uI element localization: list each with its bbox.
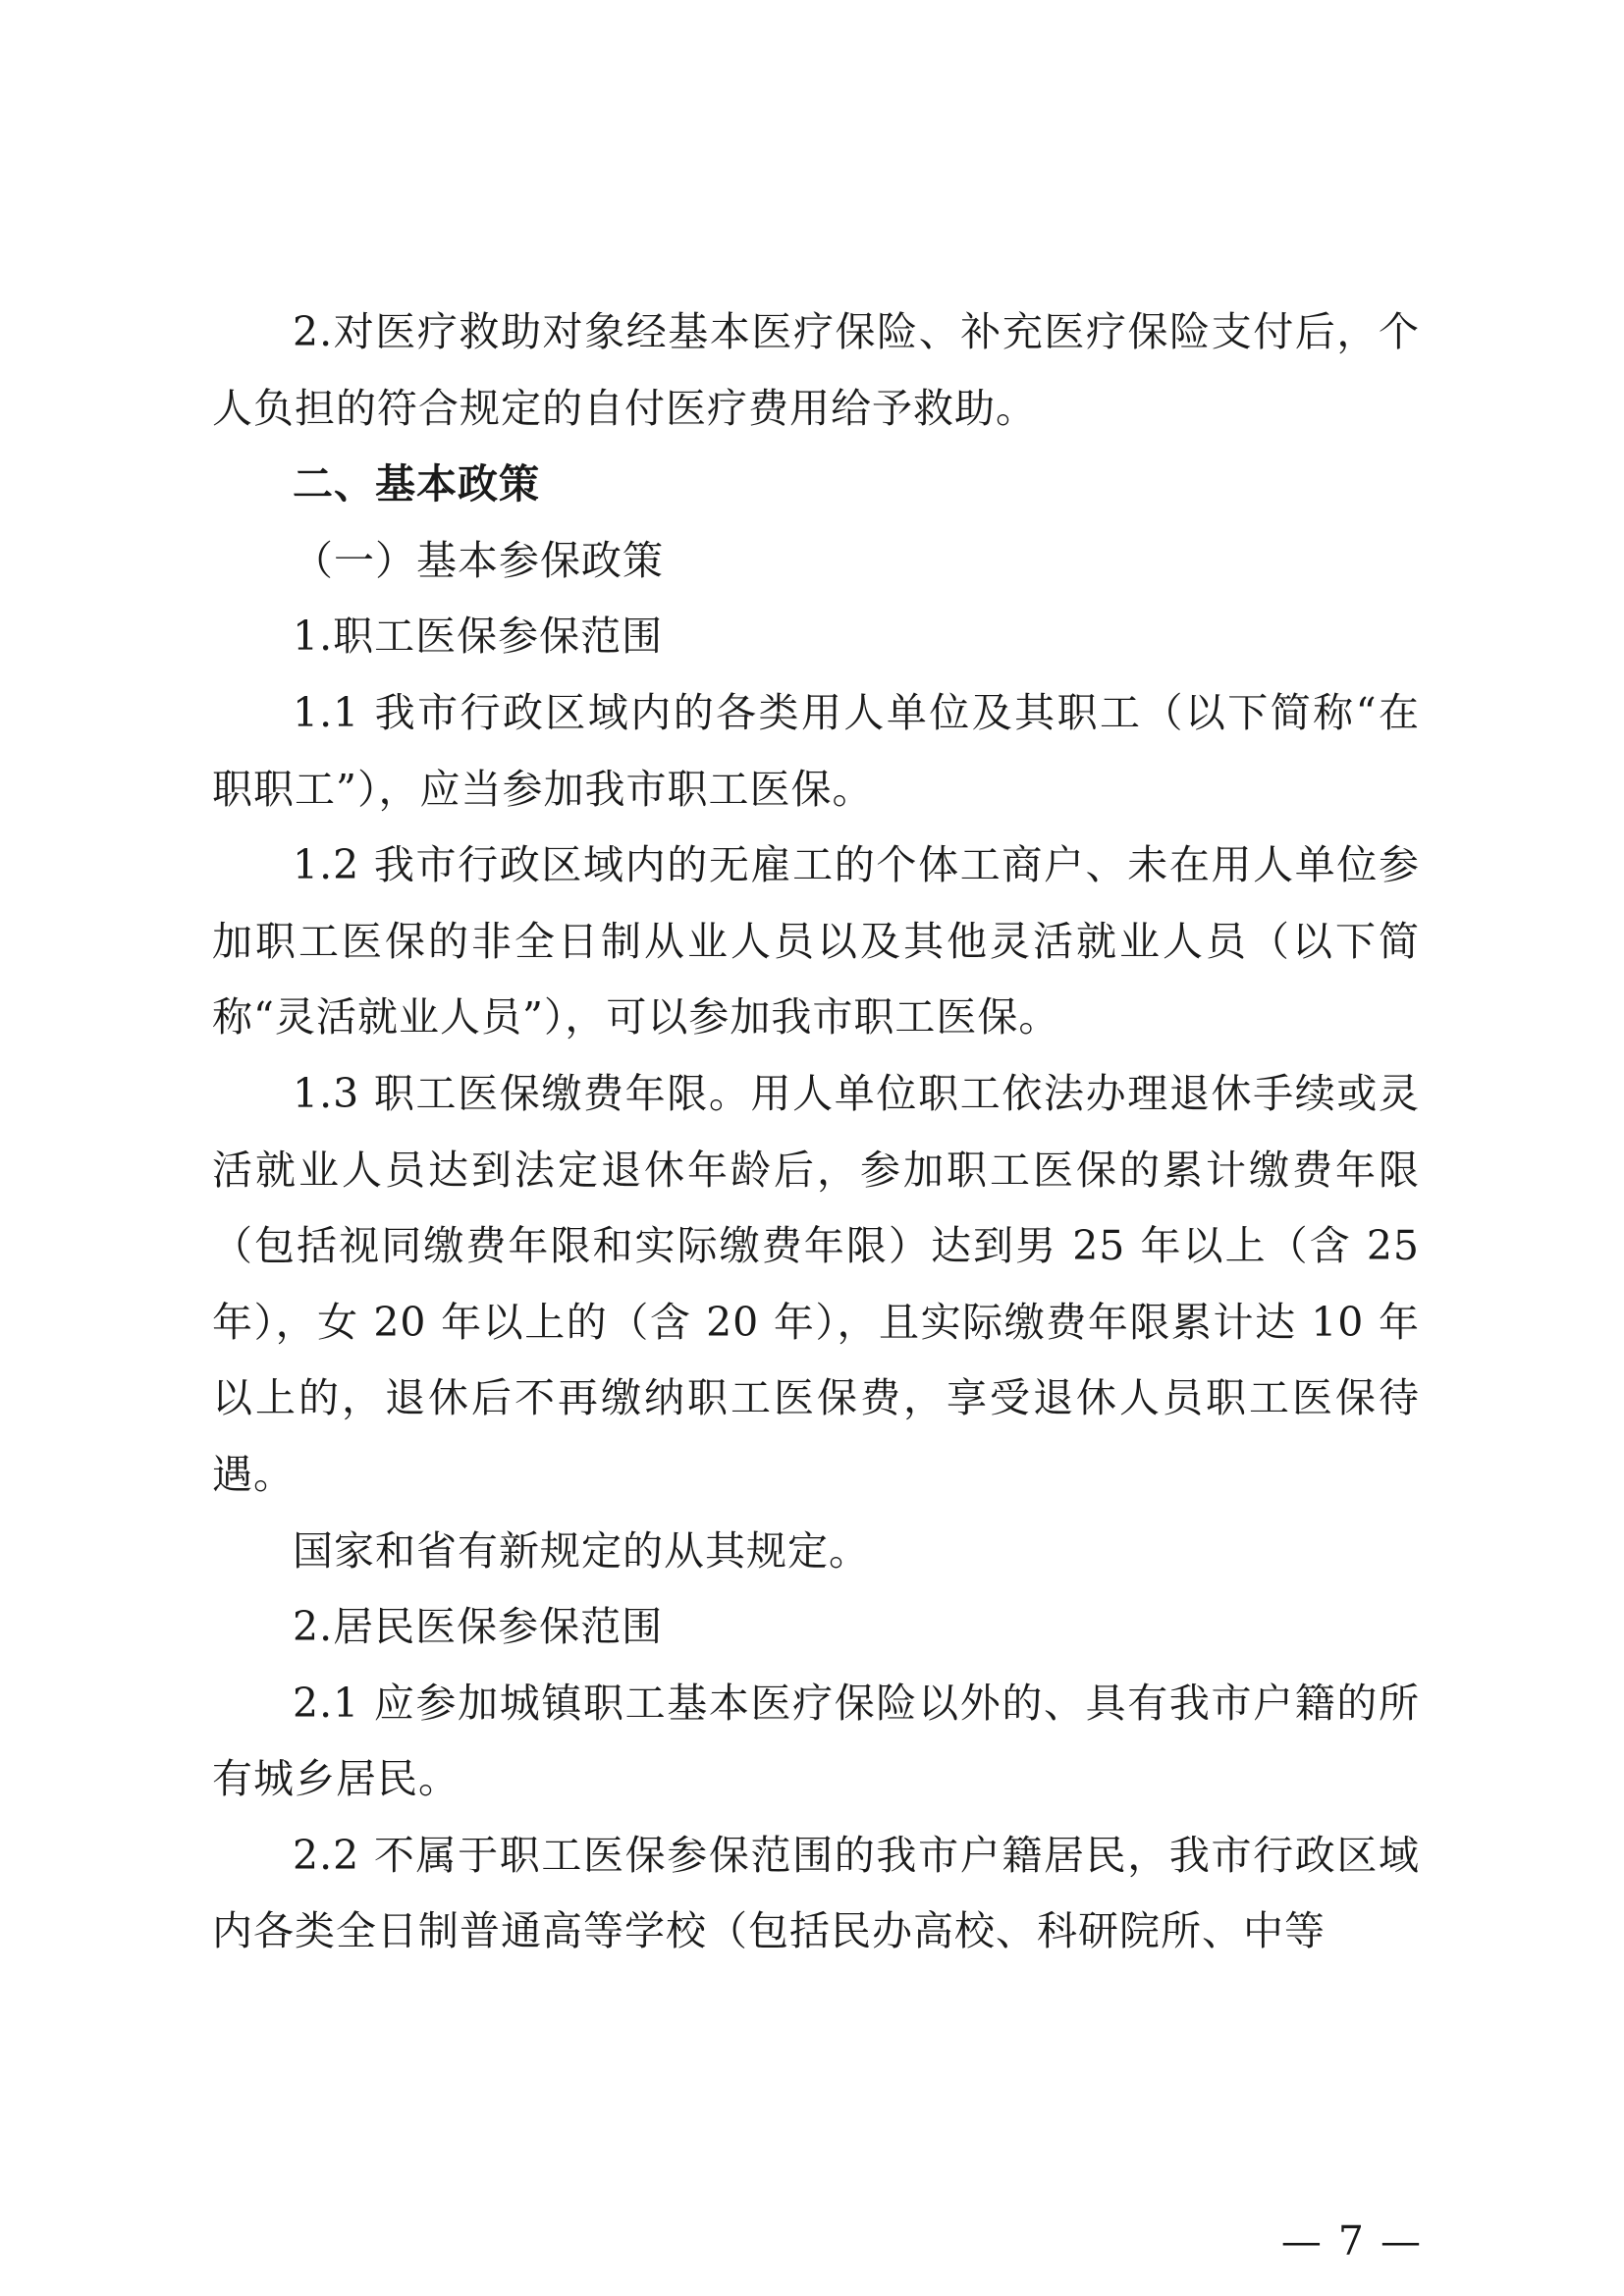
document-body [212, 294, 1420, 1970]
paragraph-clause-1-2: 1.2 我市行政区域内的无雇工的个体工商户、未在用人单位参加职工医保的非全日制从业人员以及其他灵活就业人员（以下简称“灵活就业人员”），可以参加我市职工医保。 [212, 841, 1420, 1041]
page-number: — 7 — [1280, 2217, 1423, 2265]
subsection-heading-enrollment-policy: （一）基本参保政策 [293, 536, 664, 584]
paragraph-clause-2-2: 2.2 不属于职工医保参保范围的我市户籍居民，我市行政区域内各类全日制普通高等学校（包括民办高校、科研院所、中等 [212, 1831, 1420, 1955]
paragraph-national-provincial-rule: 国家和省有新规定的从其规定。 [293, 1526, 870, 1575]
item-heading-resident-insurance-scope: 2.居民医保参保范围 [293, 1603, 664, 1651]
paragraph-clause-1-3: 1.3 职工医保缴费年限。用人单位职工依法办理退休手续或灵活就业人员达到法定退休年龄后，参加职工医保的累计缴费年限（包括视同缴费年限和实际缴费年限）达到男 25 年以上（含 25 年），女 20 年以上的（含 20 年），且实际缴费年限累计达 10 年以上的，退休后不再缴纳职工医保费，享受退休人员职工医保待遇。 [212, 1069, 1420, 1498]
paragraph-clause-2-1: 2.1 应参加城镇职工基本医疗保险以外的、具有我市户籍的所有城乡居民。 [212, 1679, 1420, 1803]
paragraph-clause-1-1: 1.1 我市行政区域内的各类用人单位及其职工（以下简称“在职职工”），应当参加我市职工医保。 [212, 688, 1420, 813]
item-heading-employee-insurance-scope: 1.职工医保参保范围 [293, 613, 664, 661]
paragraph-medical-aid-subsidy: 2.对医疗救助对象经基本医疗保险、补充医疗保险支付后，个人负担的符合规定的自付医疗费用给予救助。 [212, 308, 1420, 432]
section-heading-basic-policy: 二、基本政策 [293, 460, 540, 508]
